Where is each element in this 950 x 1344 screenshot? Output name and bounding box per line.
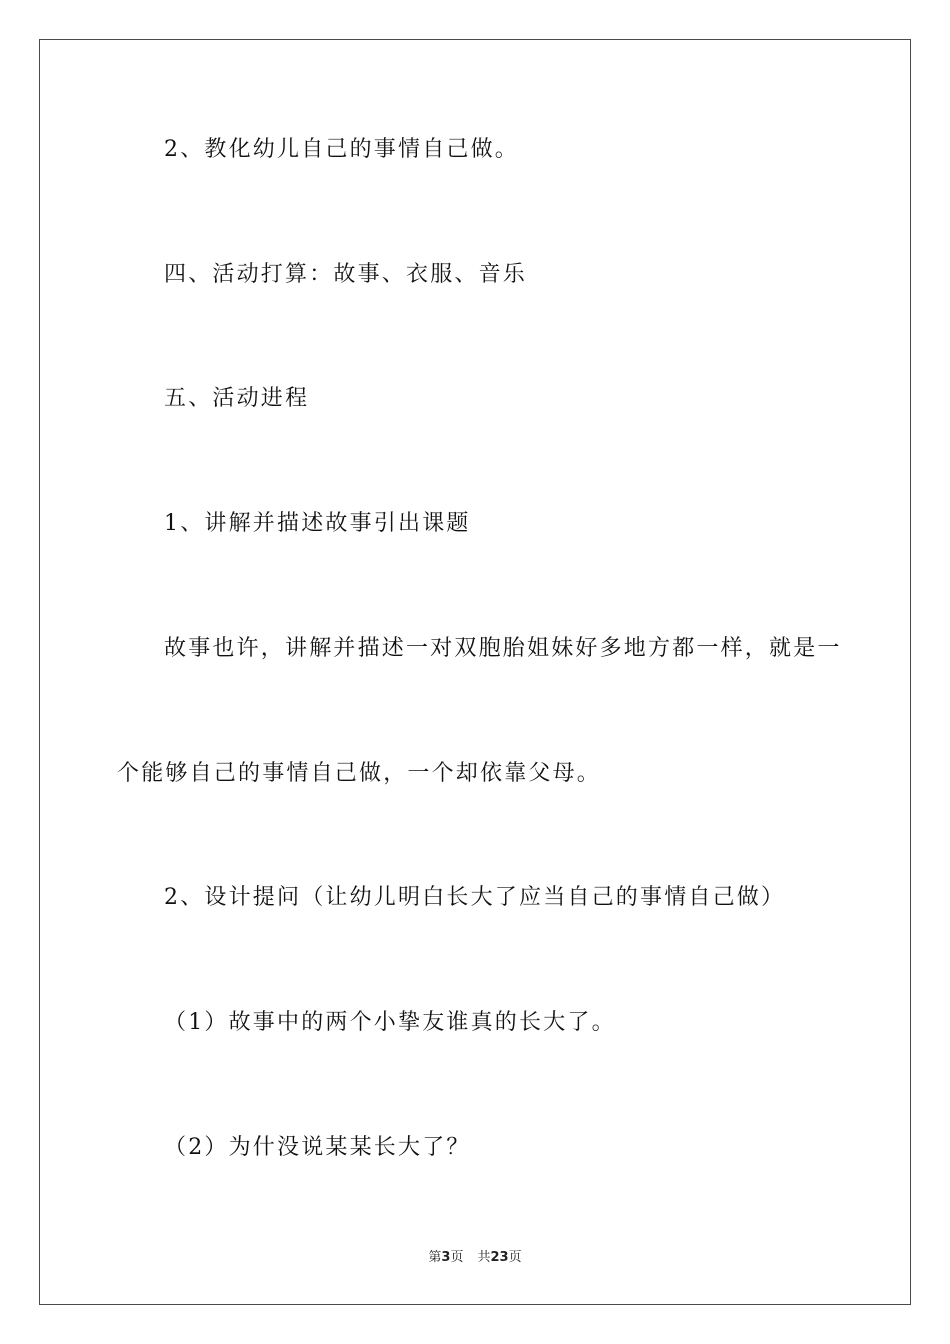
footer-total-suffix: 页 bbox=[508, 1250, 522, 1265]
footer-total-prefix: 共 bbox=[477, 1250, 491, 1265]
footer-total-pages: 23 bbox=[490, 1250, 509, 1265]
footer-page-suffix: 页 bbox=[450, 1250, 464, 1265]
footer-page-prefix: 第 bbox=[428, 1250, 442, 1265]
paragraph-preparation: 四、活动打算：故事、衣服、音乐 bbox=[164, 262, 528, 287]
page-border bbox=[39, 39, 911, 1305]
paragraph-goal-2: 2、教化幼儿自己的事情自己做。 bbox=[164, 137, 519, 162]
paragraph-question-2: （2）为什没说某某长大了？ bbox=[164, 1135, 471, 1160]
page-footer bbox=[0, 1249, 950, 1267]
paragraph-step-1: 1、讲解并描述故事引出课题 bbox=[164, 511, 471, 536]
footer-page-number: 3 bbox=[441, 1250, 451, 1265]
paragraph-process-heading: 五、活动进程 bbox=[164, 386, 310, 411]
paragraph-question-1: （1）故事中的两个小挚友谁真的长大了。 bbox=[164, 1010, 616, 1035]
paragraph-step-2: 2、设计提问（让幼儿明白长大了应当自己的事情自己做） bbox=[164, 885, 786, 910]
paragraph-story-line-1: 故事也许，讲解并描述一对双胞胎姐妹好多地方都一样，就是一 bbox=[164, 636, 842, 661]
paragraph-story-line-2: 个能够自己的事情自己做，一个却依靠父母。 bbox=[117, 761, 602, 786]
